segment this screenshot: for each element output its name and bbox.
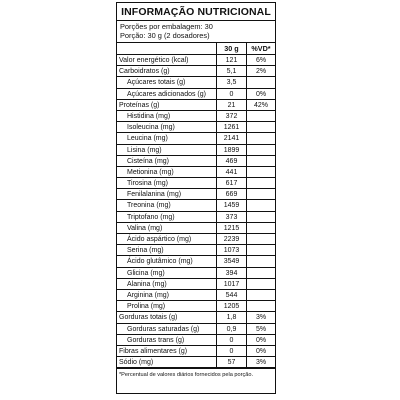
nutrient-name: Ácido aspártico (mg) bbox=[117, 234, 217, 244]
nutrient-name: Gorduras saturadas (g) bbox=[117, 324, 217, 334]
nutrient-vd: 5% bbox=[255, 325, 267, 333]
table-row bbox=[117, 189, 275, 200]
nutrient-name: Carboidratos (g) bbox=[117, 66, 217, 76]
nutrient-name: Ácido glutâmico (mg) bbox=[117, 256, 217, 266]
table-row bbox=[117, 312, 275, 323]
nutrient-value: 1459 bbox=[217, 200, 247, 210]
nutrient-rows bbox=[117, 55, 275, 368]
nutrient-value: 0 bbox=[217, 346, 247, 356]
header-vd: %VD* bbox=[251, 44, 271, 53]
table-row bbox=[117, 324, 275, 335]
nutrient-vd: 3% bbox=[255, 314, 267, 322]
table-row bbox=[117, 357, 275, 368]
table-row bbox=[117, 212, 275, 223]
nutrient-name: Prolina (mg) bbox=[117, 301, 217, 311]
nutrient-name: Histidina (mg) bbox=[117, 111, 217, 121]
nutrient-vd: 3% bbox=[255, 359, 267, 367]
nutrient-vd bbox=[247, 122, 275, 132]
label-title: INFORMAÇÃO NUTRICIONAL bbox=[117, 3, 275, 21]
nutrient-value: 544 bbox=[217, 290, 247, 300]
nutrient-vd: 0% bbox=[255, 90, 267, 98]
table-row bbox=[117, 122, 275, 133]
nutrient-value: 1017 bbox=[217, 279, 247, 289]
nutrient-name: Treonina (mg) bbox=[117, 200, 217, 210]
table-row bbox=[117, 156, 275, 167]
nutrient-vd bbox=[247, 189, 275, 199]
nutrient-value: 1215 bbox=[217, 223, 247, 233]
nutrient-value: 121 bbox=[217, 55, 247, 65]
nutrient-name: Fenilalanina (mg) bbox=[117, 189, 217, 199]
nutrient-value: 394 bbox=[217, 268, 247, 278]
nutrient-name: Proteínas (g) bbox=[117, 100, 217, 110]
footnote: *Percentual de valores diários fornecidos pela porção. bbox=[117, 368, 275, 379]
nutrient-name: Lisina (mg) bbox=[117, 145, 217, 155]
nutrient-vd bbox=[247, 156, 275, 166]
table-row bbox=[117, 301, 275, 312]
nutrient-vd bbox=[247, 290, 275, 300]
nutrient-vd bbox=[247, 212, 275, 222]
nutrient-value: 0 bbox=[217, 335, 247, 345]
nutrient-name: Açúcares totais (g) bbox=[117, 77, 217, 87]
nutrient-vd bbox=[247, 145, 275, 155]
nutrient-name: Valina (mg) bbox=[117, 223, 217, 233]
nutrient-name: Gorduras trans (g) bbox=[117, 335, 217, 345]
nutrient-name: Glicina (mg) bbox=[117, 268, 217, 278]
table-row bbox=[117, 335, 275, 346]
nutrient-name: Serina (mg) bbox=[117, 245, 217, 255]
nutrient-vd bbox=[247, 256, 275, 266]
nutrient-value: 0 bbox=[217, 89, 247, 99]
nutrient-value: 2239 bbox=[217, 234, 247, 244]
nutrient-name: Sódio (mg) bbox=[117, 357, 217, 367]
nutrient-vd: 2% bbox=[255, 68, 267, 76]
table-row bbox=[117, 89, 275, 100]
nutrient-value: 21 bbox=[217, 100, 247, 110]
nutrient-value: 2141 bbox=[217, 133, 247, 143]
nutrient-vd bbox=[247, 77, 275, 87]
nutrient-name: Fibras alimentares (g) bbox=[117, 346, 217, 356]
nutrient-value: 1,8 bbox=[217, 312, 247, 322]
table-row bbox=[117, 167, 275, 178]
nutrient-name: Alanina (mg) bbox=[117, 279, 217, 289]
table-row bbox=[117, 55, 275, 66]
nutrient-name: Açúcares adicionados (g) bbox=[117, 89, 217, 99]
nutrient-name: Triptofano (mg) bbox=[117, 212, 217, 222]
nutrient-name: Gorduras totais (g) bbox=[117, 312, 217, 322]
table-row bbox=[117, 268, 275, 279]
nutrient-name: Arginina (mg) bbox=[117, 290, 217, 300]
table-row bbox=[117, 200, 275, 211]
nutrient-value: 1073 bbox=[217, 245, 247, 255]
nutrient-value: 5,1 bbox=[217, 66, 247, 76]
nutrient-vd bbox=[247, 279, 275, 289]
table-row bbox=[117, 145, 275, 156]
nutrient-vd bbox=[247, 111, 275, 121]
nutrient-value: 669 bbox=[217, 189, 247, 199]
table-row bbox=[117, 178, 275, 189]
nutrient-value: 57 bbox=[217, 357, 247, 367]
nutrient-value: 1205 bbox=[217, 301, 247, 311]
table-row bbox=[117, 346, 275, 357]
nutrient-vd bbox=[247, 245, 275, 255]
table-row bbox=[117, 111, 275, 122]
nutrient-value: 372 bbox=[217, 111, 247, 121]
nutrient-vd bbox=[247, 223, 275, 233]
nutrient-name: Metionina (mg) bbox=[117, 167, 217, 177]
table-row bbox=[117, 133, 275, 144]
header-name bbox=[117, 43, 217, 54]
nutrient-value: 1899 bbox=[217, 145, 247, 155]
table-row bbox=[117, 245, 275, 256]
nutrient-value: 3549 bbox=[217, 256, 247, 266]
table-row bbox=[117, 234, 275, 245]
nutrient-name: Tirosina (mg) bbox=[117, 178, 217, 188]
table-row bbox=[117, 279, 275, 290]
nutrient-name: Cisteína (mg) bbox=[117, 156, 217, 166]
nutrient-vd bbox=[247, 167, 275, 177]
nutrient-vd bbox=[247, 178, 275, 188]
table-row bbox=[117, 66, 275, 77]
nutrition-facts-label bbox=[116, 2, 276, 394]
nutrient-value: 469 bbox=[217, 156, 247, 166]
table-row bbox=[117, 223, 275, 234]
nutrient-vd bbox=[247, 301, 275, 311]
nutrient-vd bbox=[247, 234, 275, 244]
nutrient-vd: 0% bbox=[255, 336, 267, 344]
nutrient-name: Isoleucina (mg) bbox=[117, 122, 217, 132]
nutrient-value: 0,9 bbox=[217, 324, 247, 334]
nutrient-vd bbox=[247, 268, 275, 278]
nutrient-vd bbox=[247, 133, 275, 143]
nutrient-value: 1261 bbox=[217, 122, 247, 132]
nutrient-value: 617 bbox=[217, 178, 247, 188]
nutrient-name: Valor energético (kcal) bbox=[117, 55, 217, 65]
serving-info bbox=[117, 21, 275, 42]
nutrient-value: 441 bbox=[217, 167, 247, 177]
nutrient-vd: 0% bbox=[255, 347, 267, 355]
column-header bbox=[117, 42, 275, 55]
table-row bbox=[117, 290, 275, 301]
header-serving: 30 g bbox=[217, 43, 247, 54]
nutrient-vd: 42% bbox=[253, 101, 268, 109]
nutrient-vd: 6% bbox=[255, 57, 267, 64]
table-row bbox=[117, 100, 275, 111]
nutrient-vd bbox=[247, 200, 275, 210]
servings-per-package: Porções por embalagem: 30 bbox=[120, 22, 213, 31]
serving-size: Porção: 30 g (2 dosadores) bbox=[120, 31, 210, 40]
nutrient-name: Leucina (mg) bbox=[117, 133, 217, 143]
table-row bbox=[117, 77, 275, 88]
nutrient-value: 373 bbox=[217, 212, 247, 222]
table-row bbox=[117, 256, 275, 267]
nutrient-value: 3,5 bbox=[217, 77, 247, 87]
